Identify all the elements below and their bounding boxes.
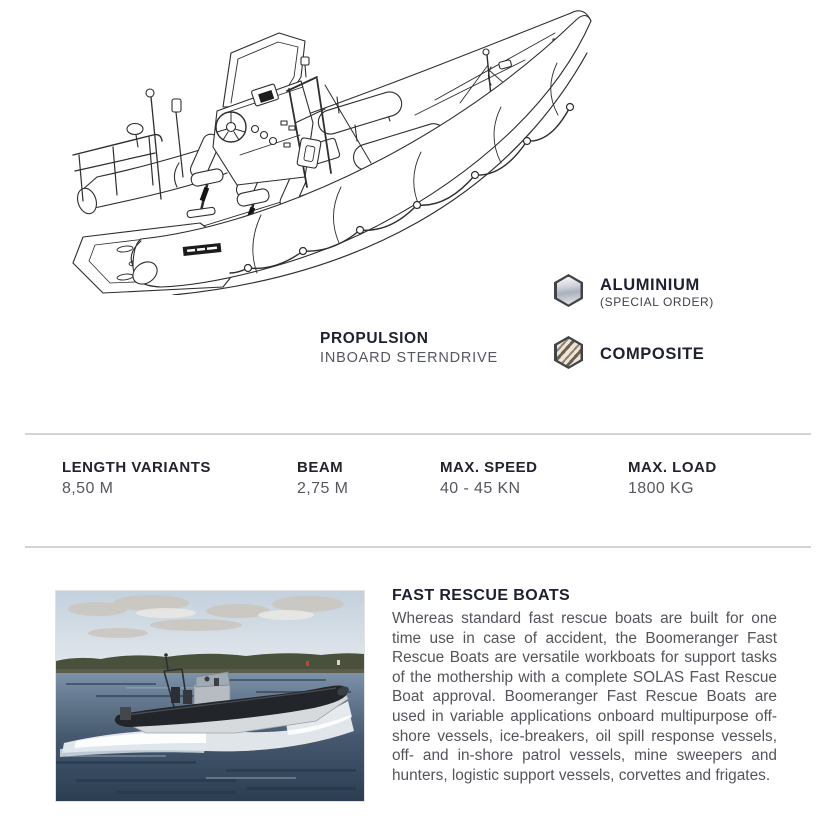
aluminium-hexagon-icon <box>554 274 583 307</box>
spec-load-value: 1800 KG <box>628 480 694 497</box>
composite-label: COMPOSITE <box>600 345 705 363</box>
boat-line-drawing <box>55 5 640 295</box>
spec-beam <box>297 458 348 499</box>
material-composite-text <box>600 345 704 364</box>
propulsion-value: INBOARD STERNDRIVE <box>320 350 498 366</box>
spec-divider-top <box>25 433 811 435</box>
spec-load-label: MAX. LOAD <box>628 459 717 476</box>
propulsion-block <box>320 329 498 368</box>
spec-speed-value: 40 - 45 KN <box>440 480 521 497</box>
spec-length-label: LENGTH VARIANTS <box>62 459 211 476</box>
propulsion-label: PROPULSION <box>320 330 429 347</box>
boat-line-drawing-svg <box>55 5 640 295</box>
spec-beam-label: BEAM <box>297 459 344 476</box>
boat-photo-svg <box>56 591 364 801</box>
material-aluminium-text <box>600 276 714 310</box>
spec-length <box>62 458 211 499</box>
spec-length-value: 8,50 M <box>62 480 114 497</box>
material-aluminium <box>554 274 583 307</box>
description-body: Whereas standard fast rescue boats are built for one time use in case of accident, the Boomeranger Fast Rescue Boats are versatile workboats for support tasks of the mothership with a complete SOLAS Fast Rescue Boat approval. Boomeranger Fast Rescue Boats are used in variable applications onboard multipurpose off-shore vessels, ice-breakers, oil spill response vessels, off- and in-shore patrol vessels, mine sweepers and hunters, logistic support vessels, corvettes and frigates. <box>392 610 777 784</box>
spec-divider-bottom <box>25 546 811 548</box>
spec-load <box>628 458 717 499</box>
aluminium-note: (SPECIAL ORDER) <box>600 295 714 309</box>
composite-hexagon-icon <box>554 336 583 369</box>
material-composite <box>554 336 583 369</box>
spec-speed-label: MAX. SPEED <box>440 459 538 476</box>
spec-beam-value: 2,75 M <box>297 480 349 497</box>
description-title: FAST RESCUE BOATS <box>392 587 571 604</box>
aluminium-label: ALUMINIUM <box>600 276 700 294</box>
description-block <box>392 585 777 785</box>
spec-speed <box>440 458 538 499</box>
boat-photo <box>55 590 365 802</box>
